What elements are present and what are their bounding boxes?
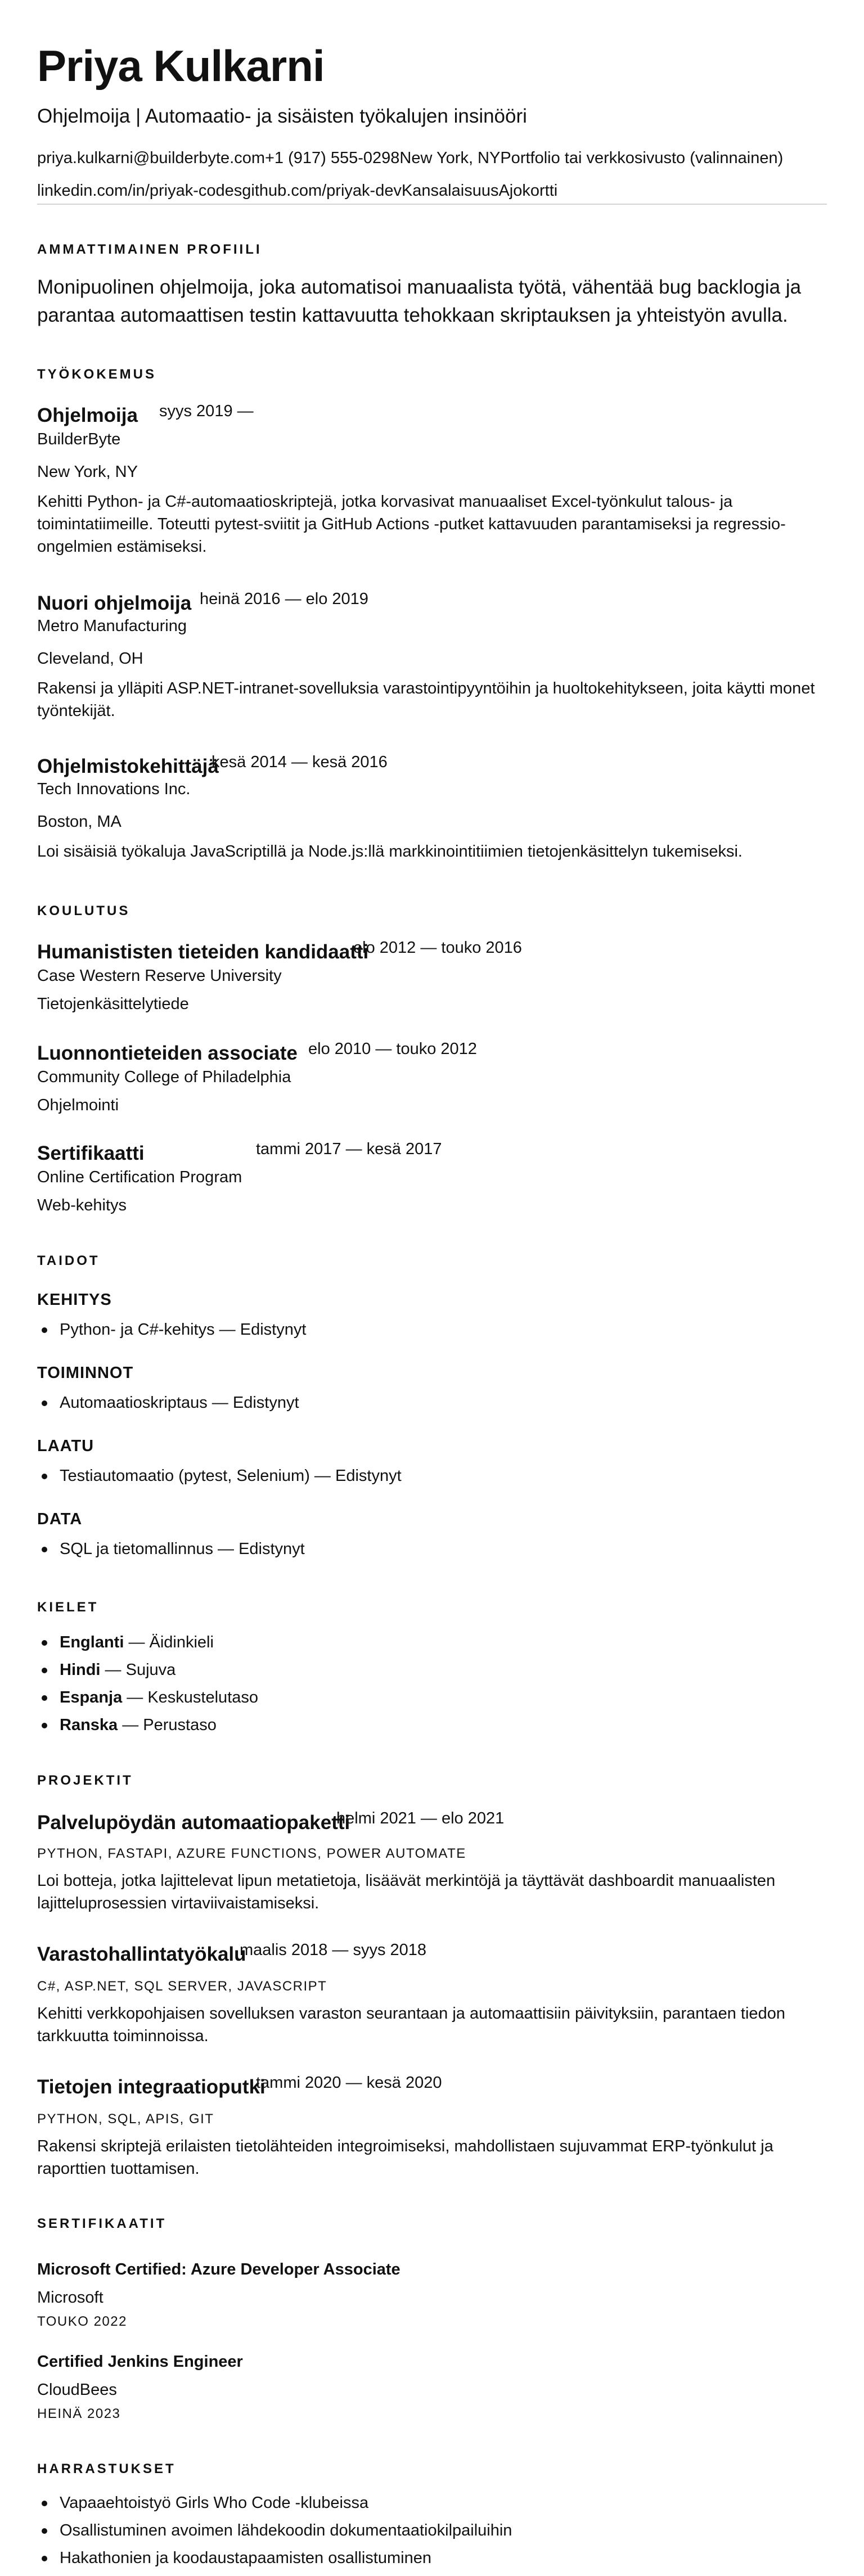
job-location: Cleveland, OH <box>37 650 143 668</box>
hobby-list <box>37 2489 512 2572</box>
project-tech: PYTHON, FASTAPI, AZURE FUNCTIONS, POWER AUTOMATE <box>37 1846 466 1861</box>
certification-date: TOUKO 2022 <box>37 2314 127 2329</box>
skill-item: SQL ja tietomallinnus — Edistynyt <box>37 1535 305 1563</box>
degree-title: Humanististen tieteiden kandidaatti <box>37 941 369 963</box>
header-divider <box>37 204 827 205</box>
certifications-heading: SERTIFIKAATIT <box>37 2216 167 2231</box>
skill-list <box>37 1462 402 1490</box>
language-level: — Keskustelutaso <box>122 1688 259 1706</box>
job-description: Loi sisäisiä työkaluja JavaScriptillä ja Node.js:llä markkinointitiimien tietojenkäsittelyn tukemiseksi. <box>37 843 742 861</box>
hobby-item: Vapaaehtoistyö Girls Who Code -klubeissa <box>37 2489 512 2517</box>
degree-field: Ohjelmointi <box>37 1096 119 1114</box>
project-description: Kehitti verkkopohjaisen sovelluksen varaston seurantaan ja automaattisiin päivityksiin, parantaen tiedon tarkkuutta toiminnoissa. <box>37 2005 785 2045</box>
degree-dates: elo 2012 — touko 2016 <box>353 939 522 957</box>
project-dates: helmi 2021 — elo 2021 <box>336 1809 505 1827</box>
skill-category: DATA <box>37 1510 83 1528</box>
language-name: Hindi <box>60 1661 101 1679</box>
job-description: Kehitti Python- ja C#-automaatioskriptejä, jotka korvasivat manuaaliset Excel-työnkulut talous- ja toimintatiimeille. Toteutti pytest-sviitit ja GitHub Actions -putket kattavuuden parantamiseksi ja regressio-ongelmien estämiseksi. <box>37 493 786 556</box>
language-level: — Perustaso <box>118 1716 217 1734</box>
job-title: Ohjelmoija <box>37 404 138 426</box>
project-name: Tietojen integraatioputki <box>37 2076 266 2098</box>
language-level: — Sujuva <box>100 1661 176 1679</box>
candidate-name: Priya Kulkarni <box>37 41 325 91</box>
degree-field: Tietojenkäsittelytiede <box>37 995 189 1013</box>
school-name: Case Western Reserve University <box>37 967 282 985</box>
language-name: Ranska <box>60 1716 118 1734</box>
skill-item: Testiautomaatio (pytest, Selenium) — Edistynyt <box>37 1462 402 1490</box>
skill-list <box>37 1535 305 1563</box>
hobby-item: Osallistuminen avoimen lähdekoodin dokumentaatiokilpailuihin <box>37 2517 512 2545</box>
skill-category: TOIMINNOT <box>37 1364 134 1382</box>
project-dates: maalis 2018 — syys 2018 <box>240 1941 427 1959</box>
skill-category: LAATU <box>37 1437 94 1455</box>
project-name: Palvelupöydän automaatiopaketti <box>37 1812 350 1834</box>
certification-name: Microsoft Certified: Azure Developer Associate <box>37 2260 400 2278</box>
language-name: Englanti <box>60 1633 124 1651</box>
skill-item: Automaatioskriptaus — Edistynyt <box>37 1389 299 1417</box>
degree-dates: tammi 2017 — kesä 2017 <box>256 1140 442 1158</box>
language-item <box>37 1712 258 1739</box>
job-company: Tech Innovations Inc. <box>37 780 191 798</box>
language-list <box>37 1629 258 1739</box>
skill-item: Python- ja C#-kehitys — Edistynyt <box>37 1316 306 1344</box>
certification-name: Certified Jenkins Engineer <box>37 2353 243 2371</box>
projects-heading: PROJEKTIT <box>37 1773 133 1788</box>
language-item <box>37 1629 258 1656</box>
degree-title: Sertifikaatti <box>37 1142 145 1164</box>
project-name: Varastohallintatyökalu <box>37 1943 246 1965</box>
hobby-item: Hakathonien ja koodaustapaamisten osallistuminen <box>37 2545 512 2572</box>
job-dates: heinä 2016 — elo 2019 <box>200 590 368 608</box>
school-name: Community College of Philadelphia <box>37 1068 291 1086</box>
degree-dates: elo 2010 — touko 2012 <box>308 1040 477 1058</box>
skill-category: KEHITYS <box>37 1291 112 1309</box>
job-company: BuilderByte <box>37 430 121 448</box>
skill-list <box>37 1316 306 1344</box>
hobbies-heading: HARRASTUKSET <box>37 2461 176 2476</box>
project-tech: C#, ASP.NET, SQL SERVER, JAVASCRIPT <box>37 1979 327 1994</box>
language-item <box>37 1656 258 1684</box>
profile-text: Monipuolinen ohjelmoija, joka automatisoi manuaalista työtä, vähentää bug backlogia ja parantaa automaattisen testin kattavuutta tehokkaan skriptauksen ja yhteistyön avulla. <box>37 276 802 326</box>
contact-line-secondary: linkedin.com/in/priyak-codesgithub.com/priyak-devKansalaisuusAjokortti <box>37 182 558 200</box>
languages-heading: KIELET <box>37 1600 99 1615</box>
job-description: Rakensi ja ylläpiti ASP.NET-intranet-sovelluksia varastointipyyntöihin ja huoltokehitykseen, joita käytti monet työntekijät. <box>37 679 815 720</box>
education-heading: KOULUTUS <box>37 903 130 918</box>
project-dates: tammi 2020 — kesä 2020 <box>256 2074 442 2092</box>
degree-title: Luonnontieteiden associate <box>37 1042 298 1064</box>
certification-issuer: Microsoft <box>37 2289 104 2307</box>
job-company: Metro Manufacturing <box>37 617 187 635</box>
job-location: New York, NY <box>37 463 138 481</box>
candidate-subtitle: Ohjelmoija | Automaatio- ja sisäisten työkalujen insinööri <box>37 105 527 127</box>
language-level: — Äidinkieli <box>124 1633 214 1651</box>
degree-field: Web-kehitys <box>37 1196 127 1214</box>
job-dates: syys 2019 — <box>159 402 254 420</box>
job-location: Boston, MA <box>37 813 122 831</box>
certification-date: HEINÄ 2023 <box>37 2406 121 2421</box>
language-name: Espanja <box>60 1688 123 1706</box>
contact-line-primary: priya.kulkarni@builderbyte.com+1 (917) 555-0298New York, NYPortfolio tai verkkosivusto (valinnainen) <box>37 149 784 167</box>
profile-heading: AMMATTIMAINEN PROFIILI <box>37 242 262 257</box>
experience-heading: TYÖKOKEMUS <box>37 367 157 382</box>
job-title: Nuori ohjelmoija <box>37 592 192 614</box>
school-name: Online Certification Program <box>37 1168 242 1186</box>
skill-list <box>37 1389 299 1417</box>
certification-issuer: CloudBees <box>37 2381 117 2399</box>
project-description: Rakensi skriptejä erilaisten tietolähteiden integroimiseksi, mahdollistaen sujuvammat ERP-työnkulut ja raporttien tuottamisen. <box>37 2137 773 2178</box>
project-description: Loi botteja, jotka lajittelevat lipun metatietoja, lisäävät merkintöjä ja täyttävät dashboardit manuaalisten lajitteluprosessien virtaviivaistamiseksi. <box>37 1872 776 1912</box>
project-tech: PYTHON, SQL, APIS, GIT <box>37 2111 214 2127</box>
skills-heading: TAIDOT <box>37 1253 100 1268</box>
job-dates: kesä 2014 — kesä 2016 <box>212 753 388 771</box>
job-title: Ohjelmistokehittäjä <box>37 755 219 777</box>
language-item <box>37 1684 258 1712</box>
